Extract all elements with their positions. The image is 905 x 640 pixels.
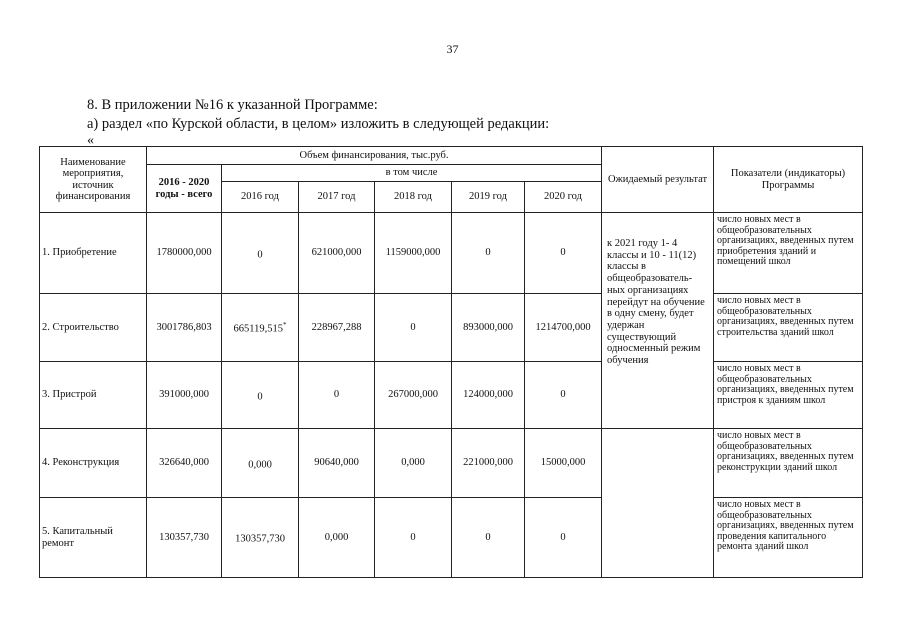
row-total: 326640,000	[147, 429, 222, 498]
header-total: 2016 - 2020 годы - всего	[147, 165, 222, 213]
row-2017: 228967,288	[299, 294, 375, 362]
header-funding: Объем финансирования, тыс.руб.	[147, 147, 602, 165]
row-2020: 0	[525, 362, 602, 429]
row-indicator: число новых мест в общеобразовательных организациях, введенных путем строительства зданий школ	[714, 294, 863, 362]
row-2018: 0	[375, 294, 452, 362]
row-2019: 124000,000	[452, 362, 525, 429]
header-year: 2020 год	[525, 182, 602, 213]
section-heading: 8. В приложении №16 к указанной Программе:	[87, 97, 378, 113]
row-indicator: число новых мест в общеобразовательных организациях, введенных путем приобретения зданий и помещений школ	[714, 213, 863, 294]
row-2017: 0	[299, 362, 375, 429]
header-indicators: Показатели (индикаторы) Программы	[714, 147, 863, 213]
row-name: 1. Приобретение	[40, 213, 147, 294]
row-2018: 0	[375, 498, 452, 578]
row-2017: 90640,000	[299, 429, 375, 498]
row-2016: 0	[222, 213, 299, 294]
row-2020: 1214700,000	[525, 294, 602, 362]
row-name: 4. Реконструкция	[40, 429, 147, 498]
header-year: 2018 год	[375, 182, 452, 213]
row-name: 5. Капитальный ремонт	[40, 498, 147, 578]
header-name: Наименование мероприятия, источник финансирования	[40, 147, 147, 213]
row-2019: 893000,000	[452, 294, 525, 362]
row-indicator: число новых мест в общеобразовательных организациях, введенных путем реконструкции зданий школ	[714, 429, 863, 498]
row-name: 3. Пристрой	[40, 362, 147, 429]
header-including: в том числе	[222, 165, 602, 182]
row-indicator: число новых мест в общеобразовательных организациях, введенных путем пристроя к зданиям школ	[714, 362, 863, 429]
row-indicator: число новых мест в общеобразовательных организациях, введенных путем проведения капитального ремонта зданий школ	[714, 498, 863, 578]
header-result: Ожидаемый результат	[602, 147, 714, 213]
footnote-mark: *	[283, 321, 287, 329]
row-2019: 221000,000	[452, 429, 525, 498]
row-2016: 130357,730	[222, 498, 299, 578]
page-number: 37	[446, 42, 459, 56]
row-2016: 665119,515*	[222, 294, 299, 362]
header-year: 2017 год	[299, 182, 375, 213]
row-2018: 267000,000	[375, 362, 452, 429]
row-2018: 0,000	[375, 429, 452, 498]
financing-table	[39, 146, 863, 578]
row-2020: 15000,000	[525, 429, 602, 498]
row-2016: 0,000	[222, 429, 299, 498]
expected-result-empty	[602, 429, 714, 578]
row-total: 3001786,803	[147, 294, 222, 362]
row-2019: 0	[452, 498, 525, 578]
row-total: 391000,000	[147, 362, 222, 429]
row-total: 1780000,000	[147, 213, 222, 294]
table-row	[40, 498, 863, 578]
row-2016: 0	[222, 362, 299, 429]
expected-result: к 2021 году 1- 4 классы и 10 - 11(12) классы в общеобразователь-ных организациях перейдут на обучение в одну смену, будет удержан существующий односменный режим обучения	[602, 213, 714, 429]
opening-quote: «	[87, 133, 94, 148]
table-row	[40, 294, 863, 362]
header-year: 2016 год	[222, 182, 299, 213]
header-year: 2019 год	[452, 182, 525, 213]
table-row	[40, 429, 863, 498]
section-subheading: а) раздел «по Курской области, в целом» изложить в следующей редакции:	[87, 116, 550, 132]
row-2019: 0	[452, 213, 525, 294]
row-2018: 1159000,000	[375, 213, 452, 294]
row-2017: 0,000	[299, 498, 375, 578]
row-2020: 0	[525, 498, 602, 578]
table-row	[40, 213, 863, 294]
row-2017: 621000,000	[299, 213, 375, 294]
row-total: 130357,730	[147, 498, 222, 578]
row-2020: 0	[525, 213, 602, 294]
row-name: 2. Строительство	[40, 294, 147, 362]
table-row	[40, 362, 863, 429]
